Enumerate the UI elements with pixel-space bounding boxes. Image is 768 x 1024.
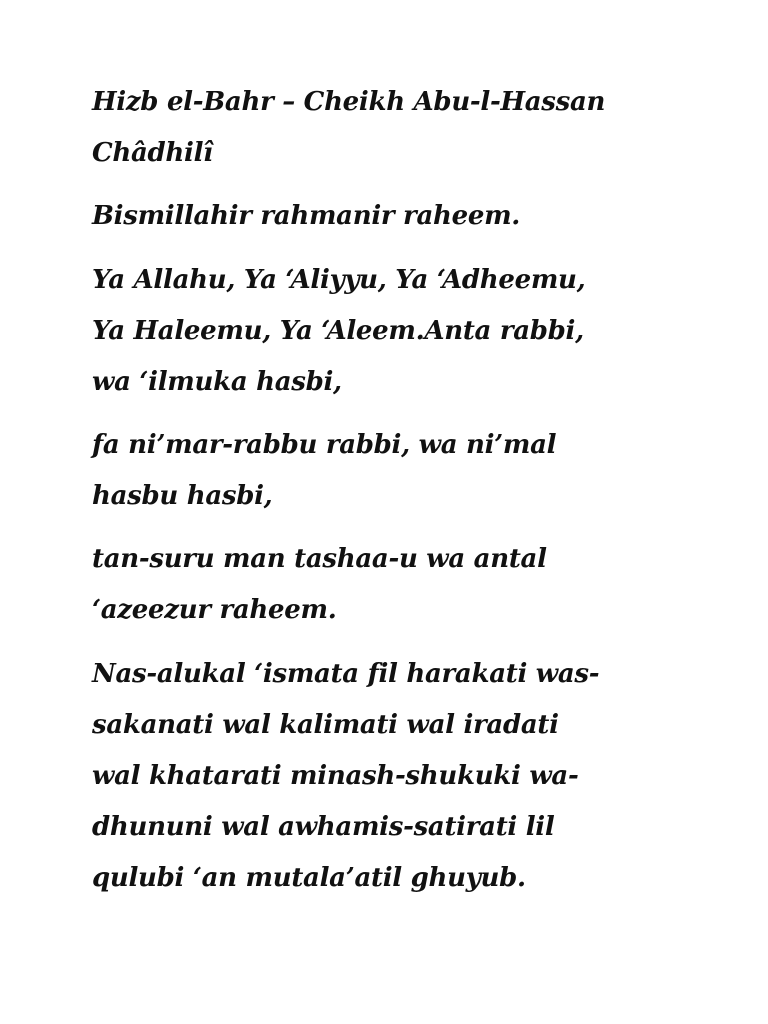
paragraph-bismillah: Bismillahir rahmanir raheem.	[92, 201, 521, 231]
document-title: Hizb el-Bahr – Cheikh Abu-l-Hassan Châdhilî	[92, 87, 606, 168]
paragraph-invocation: Ya Allahu, Ya ‘Aliyyu, Ya ‘Adheemu, Ya Haleemu, Ya ‘Aleem.Anta rabbi, wa ‘ilmuka hasbi,	[92, 265, 586, 397]
paragraph-victory: tan-suru man tashaa-u wa antal ‘azeezur raheem.	[92, 544, 547, 625]
paragraph-praise: fa ni’mar-rabbu rabbi, wa ni’mal hasbu hasbi,	[92, 430, 557, 511]
paragraph-protection: Nas-alukal ‘ismata fil harakati was- sakanati wal kalimati wal iradati wal khatarati minash-shukuki wa- dhununi wal awhamis-satirati lil qulubi ‘an mutala’atil ghuyub.	[92, 659, 600, 893]
